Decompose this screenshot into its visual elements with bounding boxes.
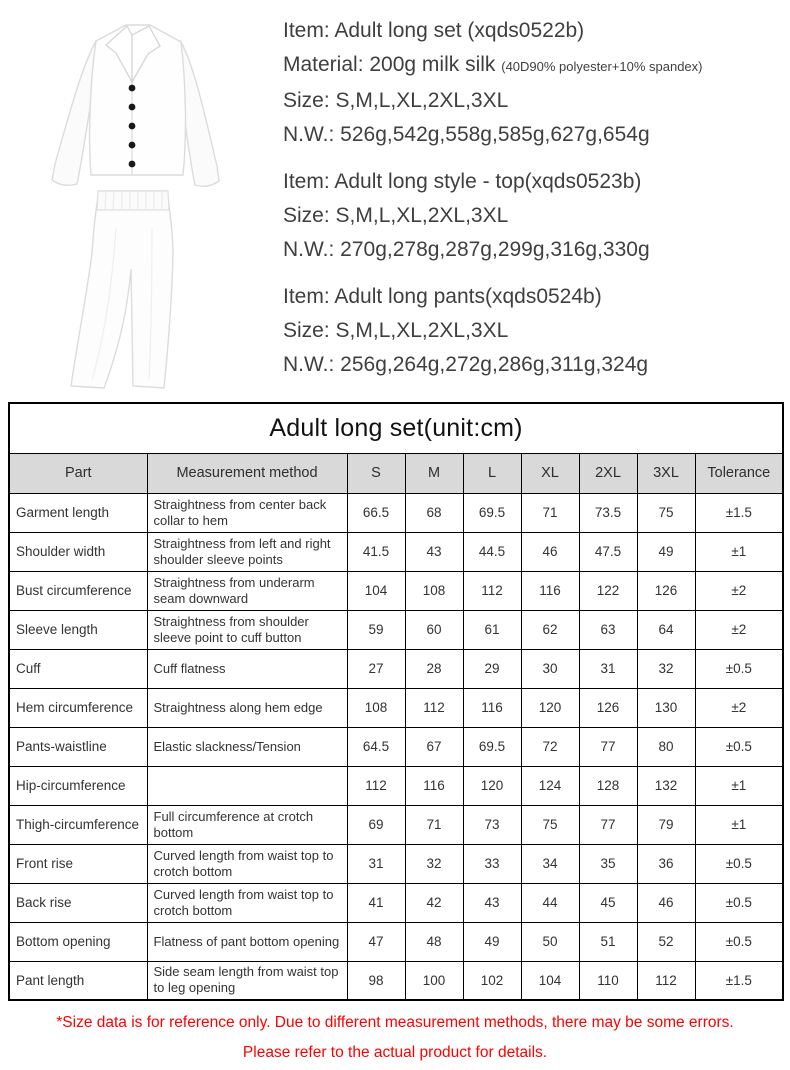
value-cell: 46 — [521, 532, 579, 571]
value-cell: 73.5 — [579, 493, 637, 532]
value-cell: 46 — [637, 883, 695, 922]
value-cell: 71 — [521, 493, 579, 532]
column-header: L — [463, 453, 521, 493]
product-photo — [20, 8, 270, 400]
value-cell: 64 — [637, 610, 695, 649]
product-info — [283, 14, 783, 395]
part-cell: Pants-waistline — [9, 727, 147, 766]
table-row — [9, 922, 783, 961]
net-weight-line: N.W.: 270g,278g,287g,299g,316g,330g — [283, 238, 650, 261]
value-cell: 68 — [405, 493, 463, 532]
value-cell: 122 — [579, 571, 637, 610]
value-cell: 75 — [521, 805, 579, 844]
value-cell: 66.5 — [347, 493, 405, 532]
tolerance-cell: ±0.5 — [695, 844, 783, 883]
value-cell: 47 — [347, 922, 405, 961]
value-cell: 31 — [347, 844, 405, 883]
tolerance-cell: ±1.5 — [695, 493, 783, 532]
value-cell: 108 — [347, 688, 405, 727]
item-line: Item: Adult long style - top(xqds0523b) — [283, 170, 642, 193]
table-row — [9, 493, 783, 532]
table-row — [9, 610, 783, 649]
value-cell: 28 — [405, 649, 463, 688]
part-cell: Pant length — [9, 961, 147, 1000]
part-cell: Hip-circumference — [9, 766, 147, 805]
method-cell: Flatness of pant bottom opening — [147, 922, 347, 961]
value-cell: 112 — [637, 961, 695, 1000]
column-header: Measurement method — [147, 453, 347, 493]
value-cell: 63 — [579, 610, 637, 649]
value-cell: 108 — [405, 571, 463, 610]
size-line: Size: S,M,L,XL,2XL,3XL — [283, 204, 509, 227]
value-cell: 104 — [347, 571, 405, 610]
item-line: Item: Adult long pants(xqds0524b) — [283, 285, 602, 308]
part-cell: Thigh-circumference — [9, 805, 147, 844]
value-cell: 31 — [579, 649, 637, 688]
part-cell: Garment length — [9, 493, 147, 532]
value-cell: 69 — [347, 805, 405, 844]
footnote — [0, 1008, 790, 1068]
size-line: Size: S,M,L,XL,2XL,3XL — [283, 89, 509, 112]
value-cell: 52 — [637, 922, 695, 961]
tolerance-cell: ±1 — [695, 805, 783, 844]
table-title-row — [9, 403, 783, 453]
table-row — [9, 727, 783, 766]
value-cell: 67 — [405, 727, 463, 766]
value-cell: 120 — [463, 766, 521, 805]
method-cell: Straightness from underarm seam downward — [147, 571, 347, 610]
value-cell: 132 — [637, 766, 695, 805]
footnote-line-1: *Size data is for reference only. Due to different measurement methods, there may be some errors. — [56, 1014, 734, 1031]
value-cell: 49 — [637, 532, 695, 571]
value-cell: 120 — [521, 688, 579, 727]
value-cell: 44 — [521, 883, 579, 922]
pants-body — [71, 191, 173, 388]
method-cell: Curved length from waist top to crotch bottom — [147, 883, 347, 922]
value-cell: 116 — [521, 571, 579, 610]
table-row — [9, 883, 783, 922]
value-cell: 27 — [347, 649, 405, 688]
value-cell: 29 — [463, 649, 521, 688]
method-cell: Straightness from shoulder sleeve point to cuff button — [147, 610, 347, 649]
table-row — [9, 805, 783, 844]
method-cell: Cuff flatness — [147, 649, 347, 688]
part-cell: Bottom opening — [9, 922, 147, 961]
value-cell: 126 — [637, 571, 695, 610]
value-cell: 69.5 — [463, 493, 521, 532]
column-header: Tolerance — [695, 453, 783, 493]
tolerance-cell: ±0.5 — [695, 922, 783, 961]
method-cell: Elastic slackness/Tension — [147, 727, 347, 766]
part-cell: Back rise — [9, 883, 147, 922]
tolerance-cell: ±0.5 — [695, 883, 783, 922]
value-cell: 44.5 — [463, 532, 521, 571]
item-line: Item: Adult long set (xqds0522b) — [283, 19, 585, 42]
part-cell: Front rise — [9, 844, 147, 883]
value-cell: 36 — [637, 844, 695, 883]
size-table-body — [9, 493, 783, 1000]
size-table — [8, 402, 784, 1001]
value-cell: 69.5 — [463, 727, 521, 766]
method-cell: Full circumference at crotch bottom — [147, 805, 347, 844]
column-header: 2XL — [579, 453, 637, 493]
value-cell: 128 — [579, 766, 637, 805]
value-cell: 77 — [579, 805, 637, 844]
column-header: M — [405, 453, 463, 493]
material-line — [283, 48, 783, 84]
value-cell: 41.5 — [347, 532, 405, 571]
value-cell: 33 — [463, 844, 521, 883]
value-cell: 62 — [521, 610, 579, 649]
value-cell: 51 — [579, 922, 637, 961]
value-cell: 64.5 — [347, 727, 405, 766]
value-cell: 47.5 — [579, 532, 637, 571]
size-line: Size: S,M,L,XL,2XL,3XL — [283, 319, 509, 342]
material-text: Material: 200g milk silk — [283, 53, 502, 76]
value-cell: 124 — [521, 766, 579, 805]
value-cell: 110 — [579, 961, 637, 1000]
item-block-pants — [283, 280, 783, 382]
pants-waistband — [97, 191, 169, 210]
value-cell: 77 — [579, 727, 637, 766]
value-cell: 72 — [521, 727, 579, 766]
value-cell: 61 — [463, 610, 521, 649]
tolerance-cell: ±0.5 — [695, 727, 783, 766]
column-header: 3XL — [637, 453, 695, 493]
table-row — [9, 766, 783, 805]
value-cell: 80 — [637, 727, 695, 766]
value-cell: 116 — [405, 766, 463, 805]
tolerance-cell: ±2 — [695, 688, 783, 727]
tolerance-cell: ±2 — [695, 610, 783, 649]
net-weight-line: N.W.: 526g,542g,558g,585g,627g,654g — [283, 123, 650, 146]
method-cell: Straightness from left and right shoulder sleeve points — [147, 532, 347, 571]
value-cell: 75 — [637, 493, 695, 532]
column-header: Part — [9, 453, 147, 493]
value-cell: 98 — [347, 961, 405, 1000]
value-cell: 34 — [521, 844, 579, 883]
value-cell: 48 — [405, 922, 463, 961]
table-row — [9, 571, 783, 610]
method-cell: Straightness along hem edge — [147, 688, 347, 727]
value-cell: 60 — [405, 610, 463, 649]
method-cell: Side seam length from waist top to leg opening — [147, 961, 347, 1000]
tolerance-cell: ±1.5 — [695, 961, 783, 1000]
column-header-row — [9, 453, 783, 493]
table-row — [9, 844, 783, 883]
value-cell: 102 — [463, 961, 521, 1000]
tolerance-cell: ±0.5 — [695, 649, 783, 688]
value-cell: 42 — [405, 883, 463, 922]
value-cell: 49 — [463, 922, 521, 961]
tolerance-cell: ±2 — [695, 571, 783, 610]
value-cell: 50 — [521, 922, 579, 961]
material-note: (40D90% polyester+10% spandex) — [501, 59, 703, 74]
part-cell: Bust circumference — [9, 571, 147, 610]
column-header: XL — [521, 453, 579, 493]
value-cell: 59 — [347, 610, 405, 649]
value-cell: 112 — [405, 688, 463, 727]
tolerance-cell: ±1 — [695, 532, 783, 571]
item-block-top — [283, 165, 783, 267]
value-cell: 32 — [637, 649, 695, 688]
part-cell: Sleeve length — [9, 610, 147, 649]
value-cell: 30 — [521, 649, 579, 688]
value-cell: 112 — [347, 766, 405, 805]
footnote-line-2: Please refer to the actual product for details. — [242, 1044, 548, 1061]
value-cell: 116 — [463, 688, 521, 727]
table-title: Adult long set(unit:cm) — [9, 403, 783, 453]
table-row — [9, 532, 783, 571]
part-cell: Cuff — [9, 649, 147, 688]
method-cell: Straightness from center back collar to hem — [147, 493, 347, 532]
column-header: S — [347, 453, 405, 493]
value-cell: 126 — [579, 688, 637, 727]
value-cell: 71 — [405, 805, 463, 844]
pajama-set-illustration — [20, 8, 270, 400]
value-cell: 41 — [347, 883, 405, 922]
method-cell — [147, 766, 347, 805]
table-row — [9, 961, 783, 1000]
item-block-set — [283, 14, 783, 152]
tolerance-cell: ±1 — [695, 766, 783, 805]
table-row — [9, 688, 783, 727]
value-cell: 100 — [405, 961, 463, 1000]
value-cell: 43 — [463, 883, 521, 922]
table-row — [9, 649, 783, 688]
value-cell: 130 — [637, 688, 695, 727]
value-cell: 104 — [521, 961, 579, 1000]
part-cell: Shoulder width — [9, 532, 147, 571]
net-weight-line: N.W.: 256g,264g,272g,286g,311g,324g — [283, 353, 649, 376]
value-cell: 45 — [579, 883, 637, 922]
part-cell: Hem circumference — [9, 688, 147, 727]
value-cell: 73 — [463, 805, 521, 844]
value-cell: 43 — [405, 532, 463, 571]
value-cell: 35 — [579, 844, 637, 883]
value-cell: 112 — [463, 571, 521, 610]
value-cell: 32 — [405, 844, 463, 883]
method-cell: Curved length from waist top to crotch bottom — [147, 844, 347, 883]
value-cell: 79 — [637, 805, 695, 844]
